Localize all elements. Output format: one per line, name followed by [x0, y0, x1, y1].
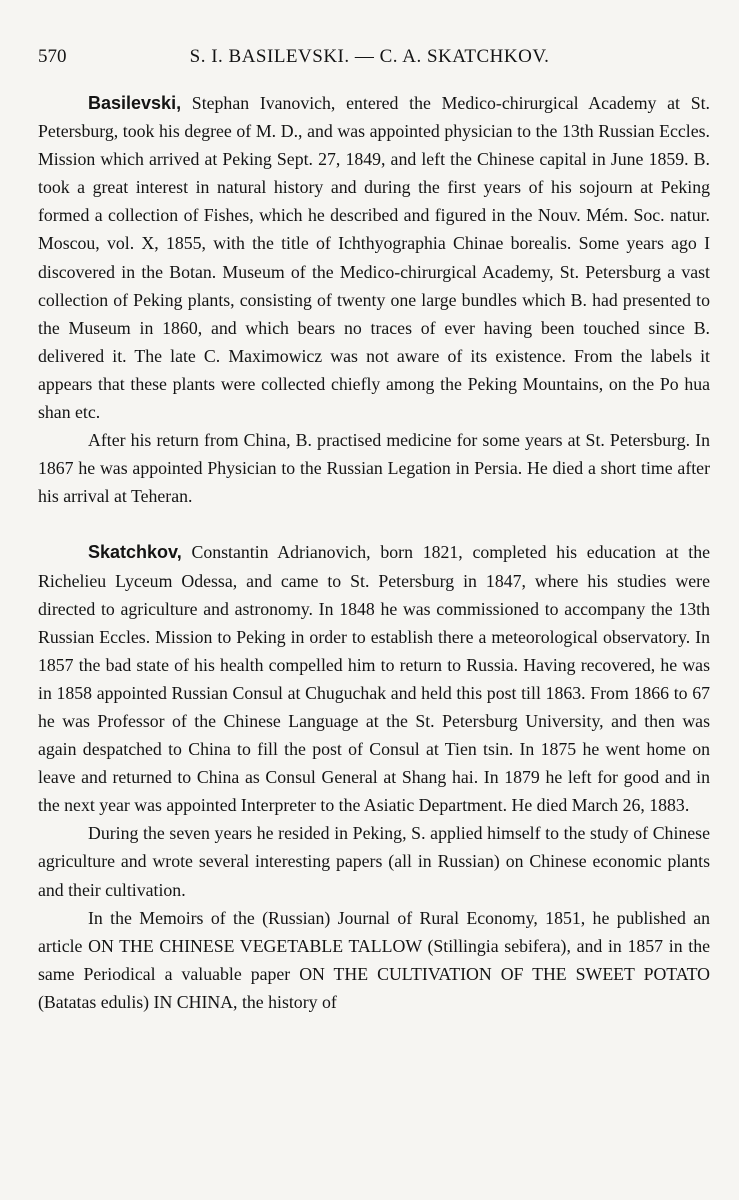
entry-name-basilevski: Basilevski,: [88, 93, 182, 113]
entry-skatchkov-paragraph-2: During the seven years he resided in Peking, S. applied himself to the study of Chinese agriculture and wrote several interesting papers (all in Russian) on Chinese economic plants and their cultivation.: [38, 823, 710, 900]
entry-basilevski-paragraph-1: [38, 89, 710, 426]
entry-skatchkov-text-1: Constantin Adrianovich, born 1821, completed his education at the Richelieu Lyceum Odessa, and came to St. Petersburg in 1847, where his studies were directed to agriculture and astronomy. In 1848 he was commissioned to accompany the 13th Russian Eccles. Mission to Peking in order to establish there a meteorological observatory. In 1857 the bad state of his health compelled him to return to Russia. Having recovered, he was in 1858 appointed Russian Consul at Chuguchak and held this post till 1863. From 1866 to 67 he was Professor of the Chinese Language at the St. Petersburg University, and then was again despatched to China to fill the post of Consul at Tien tsin. In 1875 he went home on leave and returned to China as Consul General at Shang hai. In 1879 he left for good and in the next year was appointed Interpreter to the Asiatic Department. He died March 26, 1883.: [38, 542, 710, 816]
page-number: 570: [38, 46, 67, 67]
entry-basilevski-paragraph-2: After his return from China, B. practised medicine for some years at St. Petersburg. In 1867 he was appointed Physician to the Russian Legation in Persia. He died a short time after his arrival at Teheran.: [38, 430, 710, 507]
running-head: S. I. BASILEVSKI. — C. A. SKATCHKOV.: [189, 46, 550, 67]
entry-basilevski-text-1: Stephan Ivanovich, entered the Medico-chirurgical Academy at St. Petersburg, took his degree of M. D., and was appointed physician to the 13th Russian Eccles. Mission which arrived at Peking Sept. 27, 1849, and left the Chinese capital in June 1859. B. took a great interest in natural history and during the first years of his sojourn at Peking formed a collection of Fishes, which he described and figured in the Nouv. Mém. Soc. natur. Moscou, vol. X, 1855, with the title of Ichthyographia Chinae borealis. Some years ago I discovered in the Botan. Museum of the Medico-chirurgical Academy, St. Petersburg a vast collection of Peking plants, consisting of twenty one large bundles which B. had presented to the Museum in 1860, and which bears no traces of ever having been touched since B. delivered it. The late C. Maximowicz was not aware of its existence. From the labels it appears that these plants were collected chiefly among the Peking Mountains, on the Po hua shan etc.: [38, 93, 710, 423]
entry-skatchkov-paragraph-1: [38, 538, 710, 819]
entry-name-skatchkov: Skatchkov,: [88, 542, 182, 563]
page-body: [38, 89, 710, 1016]
entry-skatchkov-paragraph-3: In the Memoirs of the (Russian) Journal of Rural Economy, 1851, he published an article ON THE CHINESE VEGETABLE TALLOW (Stillingia sebifera), and in 1857 in the same Periodical a valuable paper ON THE CULTIVATION OF THE SWEET POTATO (Batatas edulis) IN CHINA, the history of: [38, 907, 710, 1012]
